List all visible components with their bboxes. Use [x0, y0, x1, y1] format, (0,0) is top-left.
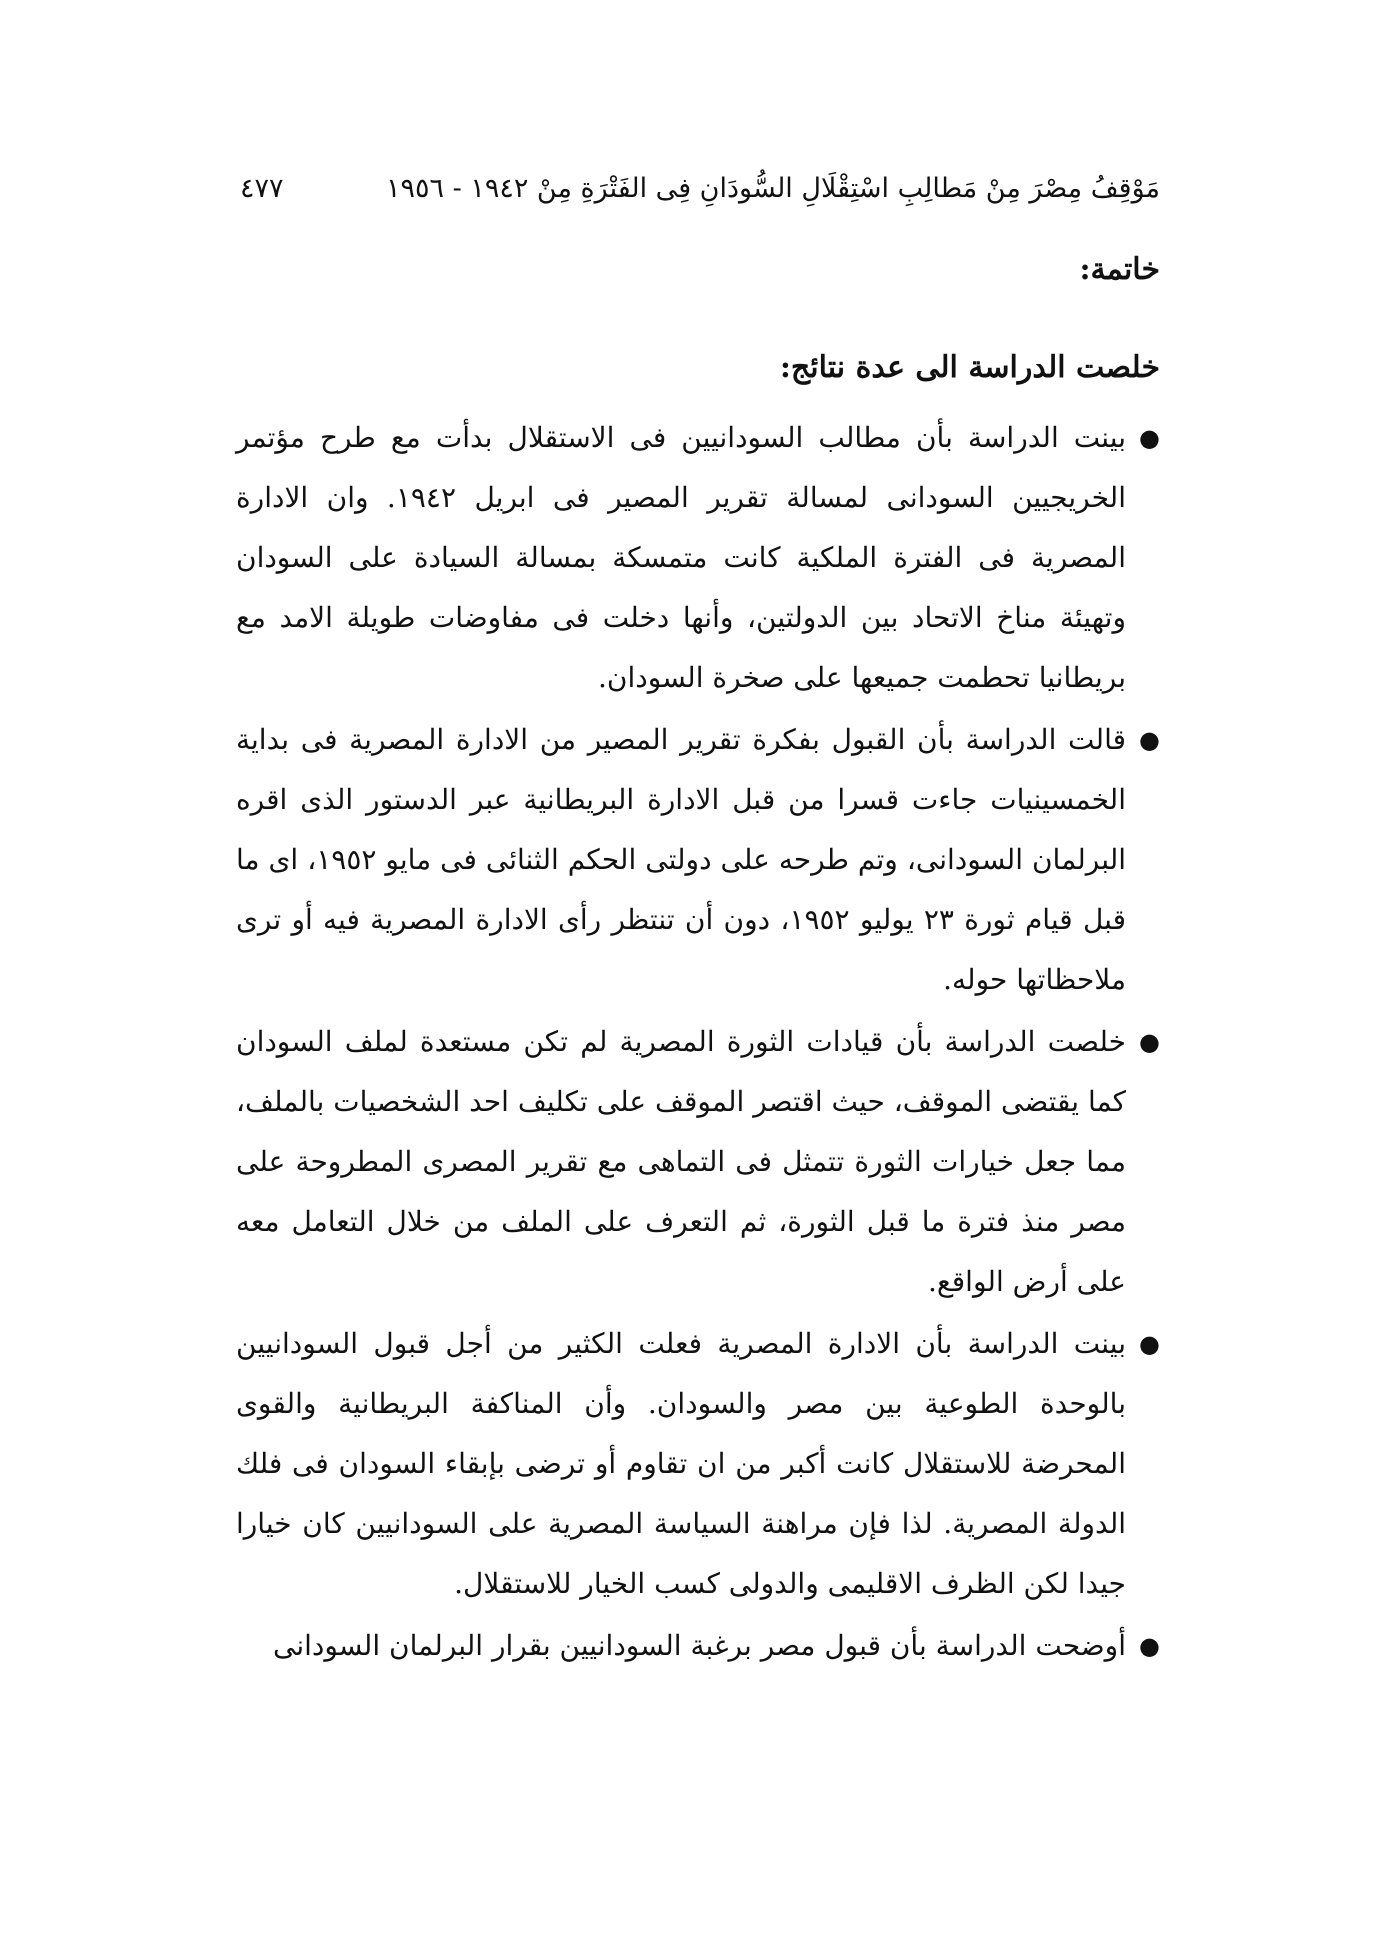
- running-header: [240, 168, 1160, 208]
- finding-text: قالت الدراسة بأن القبول بفكرة تقرير المصير من الادارة المصرية فى بداية الخمسينيات جاءت قسرا من قبل الادارة البريطانية عبر الدستور الذى اقره البرلمان السودانى، وتم طرحه على دولتى الحكم الثنائى فى مايو ١٩٥٢، اى ما قبل قيام ثورة ٢٣ يوليو ١٩٥٢، دون أن تنتظر رأى الادارة المصرية فيه أو ترى ملاحظاتها حوله.: [236, 723, 1127, 996]
- section-heading: خاتمة:: [1079, 252, 1160, 287]
- bullet-icon: ●: [1139, 1632, 1160, 1660]
- findings-intro: خلصت الدراسة الى عدة نتائج:: [779, 350, 1160, 385]
- bullet-icon: ●: [1139, 1330, 1160, 1358]
- list-item: [236, 710, 1160, 1010]
- page-number: ٤٧٧: [240, 172, 284, 204]
- bullet-icon: ●: [1139, 726, 1160, 754]
- list-item: [236, 1314, 1160, 1614]
- running-title: مَوْقِفُ مِصْرَ مِنْ مَطالِبِ اسْتِقْلَالِ السُّودَانِ فِى الفَتْرَةِ مِنْ ١٩٤٢ - ١٩٥٦: [386, 172, 1160, 204]
- list-item: [236, 1012, 1160, 1312]
- finding-text: بينت الدراسة بأن مطالب السودانيين فى الاستقلال بدأت مع طرح مؤتمر الخريجيين السودانى لمسالة تقرير المصير فى ابريل ١٩٤٢. وان الادارة المصرية فى الفترة الملكية كانت متمسكة بمسالة السيادة على السودان وتهيئة مناخ الاتحاد بين الدولتين، وأنها دخلت فى مفاوضات طويلة الامد مع بريطانيا تحطمت جميعها على صخرة السودان.: [236, 421, 1126, 694]
- list-item: [236, 1616, 1160, 1676]
- bullet-icon: ●: [1139, 424, 1160, 452]
- list-item: [236, 408, 1160, 708]
- finding-text: خلصت الدراسة بأن قيادات الثورة المصرية لم تكن مستعدة لملف السودان كما يقتضى الموقف، حيث اقتصر الموقف على تكليف احد الشخصيات بالملف، مما جعل خيارات الثورة تتمثل فى التماهى مع تقرير المصرى المطروحة على مصر منذ فترة ما قبل الثورة، ثم التعرف على الملف من خلال التعامل معه على أرض الواقع.: [236, 1025, 1126, 1298]
- findings-list: [236, 408, 1160, 1678]
- finding-text: أوضحت الدراسة بأن قبول مصر برغبة السودانيين بقرار البرلمان السودانى: [272, 1629, 1126, 1662]
- finding-text: بينت الدراسة بأن الادارة المصرية فعلت الكثير من أجل قبول السودانيين بالوحدة الطوعية بين مصر والسودان. وأن المناكفة البريطانية والقوى المحرضة للاستقلال كانت أكبر من ان تقاوم أو ترضى بإبقاء السودان فى فلك الدولة المصرية. لذا فإن مراهنة السياسة المصرية على السودانيين كان خيارا جيدا لكن الظرف الاقليمى والدولى كسب الخيار للاستقلال.: [236, 1327, 1126, 1600]
- bullet-icon: ●: [1139, 1028, 1160, 1056]
